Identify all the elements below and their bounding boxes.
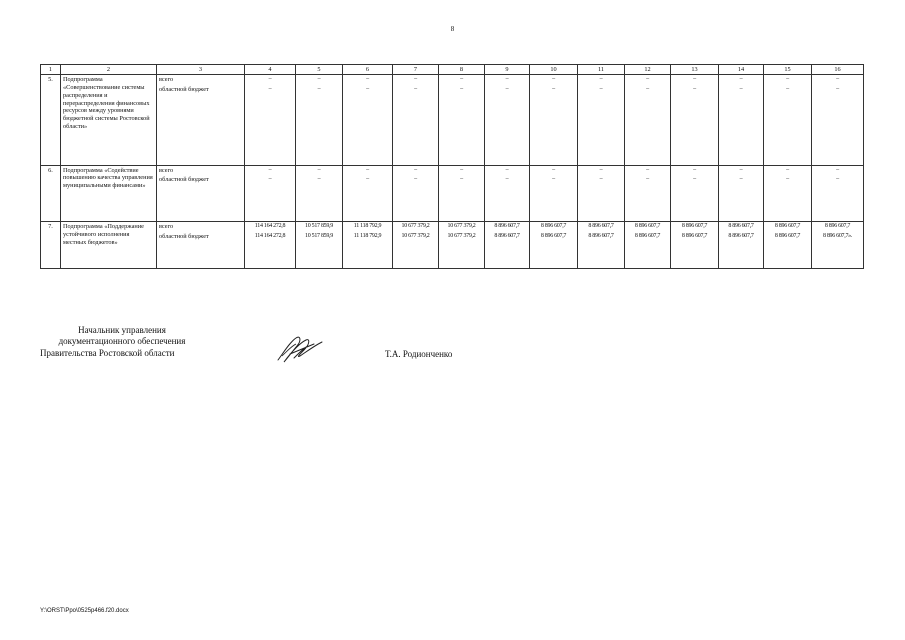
header-cell: 8 [439, 65, 485, 75]
position-line-3: Правительства Ростовской области [40, 347, 175, 358]
header-cell: 11 [578, 65, 625, 75]
value-cell: 8 896 607,7 [530, 232, 578, 269]
value-cell: – [578, 75, 625, 85]
value-cell: 10 677 379,2 [439, 232, 485, 269]
value-cell: – [719, 175, 764, 222]
value-cell: – [625, 85, 671, 166]
value-cell: – [764, 75, 812, 85]
value-cell: – [625, 175, 671, 222]
header-cell: 10 [530, 65, 578, 75]
header-cell: 4 [245, 65, 296, 75]
value-cell: – [485, 175, 530, 222]
value-cell: – [393, 75, 439, 85]
value-cell: 8 896 607,7 [578, 232, 625, 269]
value-cell: – [764, 175, 812, 222]
value-cell: – [296, 175, 343, 222]
total-label: всего [157, 222, 245, 232]
value-cell: 8 896 607,7 [671, 232, 719, 269]
header-cell: 16 [812, 65, 864, 75]
value-cell: 10 517 859,9 [296, 232, 343, 269]
value-cell: 11 118 792,9 [343, 232, 393, 269]
value-cell: 8 896 607,7 [530, 222, 578, 232]
header-cell: 13 [671, 65, 719, 75]
value-cell: 8 896 607,7 [671, 222, 719, 232]
position-line-1: Начальник управления [78, 325, 166, 335]
value-cell: – [812, 85, 864, 166]
value-cell: – [671, 75, 719, 85]
table-row [41, 175, 864, 222]
total-label: всего [157, 165, 245, 175]
value-cell: 8 896 607,7 [812, 222, 864, 232]
value-cell: – [393, 85, 439, 166]
row-number: 7. [41, 222, 61, 269]
value-cell: – [245, 165, 296, 175]
value-cell: – [812, 175, 864, 222]
value-cell: – [245, 175, 296, 222]
value-cell: 8 896 607,7 [764, 232, 812, 269]
value-cell: – [764, 85, 812, 166]
value-cell: – [485, 165, 530, 175]
value-cell: – [671, 85, 719, 166]
header-cell: 14 [719, 65, 764, 75]
table-row [41, 222, 864, 232]
value-cell: 8 896 607,7 [719, 222, 764, 232]
value-cell: – [393, 165, 439, 175]
subprogram-name: Подпрограмма «Содействие повышению качества управления муниципальными финансами» [61, 165, 157, 222]
value-cell: 10 517 859,9 [296, 222, 343, 232]
value-cell: – [343, 165, 393, 175]
header-cell: 2 [61, 65, 157, 75]
value-cell: 8 896 607,7». [812, 232, 864, 269]
header-cell: 7 [393, 65, 439, 75]
value-cell: – [343, 75, 393, 85]
value-cell: 10 677 379,2 [439, 222, 485, 232]
value-cell: – [530, 165, 578, 175]
value-cell: – [719, 85, 764, 166]
value-cell: 10 677 379,2 [393, 222, 439, 232]
value-cell: – [625, 165, 671, 175]
budget-source-label: областной бюджет [157, 232, 245, 269]
value-cell: – [439, 165, 485, 175]
value-cell: – [439, 175, 485, 222]
file-path: Y:\ORST\Ppo\0525p466.f20.docx [40, 608, 129, 614]
value-cell: – [439, 85, 485, 166]
value-cell: – [245, 85, 296, 166]
value-cell: 8 896 607,7 [625, 232, 671, 269]
table-row [41, 232, 864, 269]
table-row [41, 75, 864, 85]
value-cell: – [530, 85, 578, 166]
value-cell: – [812, 165, 864, 175]
value-cell: – [530, 175, 578, 222]
value-cell: – [343, 85, 393, 166]
subprogram-name: Подпрограмма «Совершенствование системы распределения и перераспределения финансовых ресурсов между уровнями бюджетной системы Ростовской области» [61, 75, 157, 166]
page-number: 8 [450, 25, 455, 33]
value-cell: – [671, 175, 719, 222]
signer-name: Т.А. Родионченко [385, 349, 453, 359]
value-cell: – [245, 75, 296, 85]
value-cell: – [296, 85, 343, 166]
header-cell: 12 [625, 65, 671, 75]
value-cell: 114 164 272,8 [245, 222, 296, 232]
total-label: всего [157, 75, 245, 85]
table-header-row [41, 65, 864, 75]
value-cell: – [764, 165, 812, 175]
budget-source-label: областной бюджет [157, 175, 245, 222]
header-cell: 15 [764, 65, 812, 75]
value-cell: 10 677 379,2 [393, 232, 439, 269]
value-cell: 8 896 607,7 [578, 222, 625, 232]
budget-table [40, 64, 864, 269]
header-cell: 1 [41, 65, 61, 75]
value-cell: – [812, 75, 864, 85]
header-cell: 5 [296, 65, 343, 75]
value-cell: – [578, 175, 625, 222]
value-cell: 8 896 607,7 [485, 222, 530, 232]
value-cell: 8 896 607,7 [625, 222, 671, 232]
budget-source-label: областной бюджет [157, 85, 245, 166]
subprogram-name: Подпрограмма «Поддержание устойчивого исполнения местных бюджетов» [61, 222, 157, 269]
table-row [41, 165, 864, 175]
value-cell: – [485, 85, 530, 166]
value-cell: – [439, 75, 485, 85]
value-cell: – [671, 165, 719, 175]
value-cell: – [343, 175, 393, 222]
value-cell: – [578, 85, 625, 166]
position-line-2: документационного обеспечения [58, 336, 186, 347]
value-cell: 8 896 607,7 [719, 232, 764, 269]
value-cell: – [719, 165, 764, 175]
value-cell: – [578, 165, 625, 175]
value-cell: – [296, 75, 343, 85]
value-cell: – [719, 75, 764, 85]
value-cell: 11 118 792,9 [343, 222, 393, 232]
value-cell: – [530, 75, 578, 85]
header-cell: 6 [343, 65, 393, 75]
signature-block [40, 325, 204, 359]
value-cell: 8 896 607,7 [485, 232, 530, 269]
row-number: 5. [41, 75, 61, 166]
row-number: 6. [41, 165, 61, 222]
value-cell: – [625, 75, 671, 85]
value-cell: – [296, 165, 343, 175]
header-cell: 3 [157, 65, 245, 75]
table-row [41, 85, 864, 166]
value-cell: 114 164 272,8 [245, 232, 296, 269]
handwritten-signature [270, 330, 332, 370]
value-cell: – [393, 175, 439, 222]
value-cell: – [485, 75, 530, 85]
value-cell: 8 896 607,7 [764, 222, 812, 232]
header-cell: 9 [485, 65, 530, 75]
